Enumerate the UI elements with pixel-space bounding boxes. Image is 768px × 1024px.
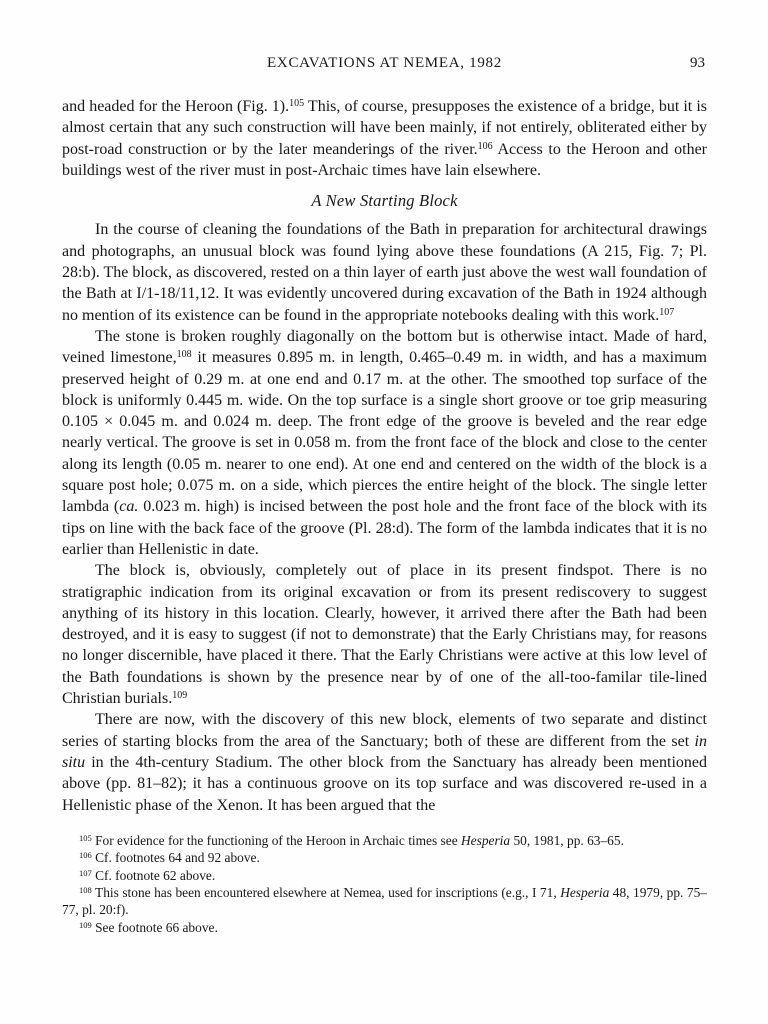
page-number: 93 (690, 55, 705, 71)
running-header (62, 55, 707, 72)
footnote: $^{105}$ For evidence for the functioning of the Heroon in Archaic times see Hesperia 50, 1981, pp. 63–65. (79, 832, 624, 848)
paragraph: and headed for the Heroon (Fig. 1).$^{105}$ This, of course, presupposes the existence of a bridge, but it is almost certain that any such construction will have been mainly, if not entirely, obliterated either by post-road construction or by the later meanderings of the river.$^{106}$ Access to the Heroon and other buildings west of the river must in post-Archaic times have lain elsewhere. (62, 98, 708, 179)
footnote: $^{108}$ This stone has been encountered elsewhere at Nemea, used for inscriptions (e.g., I 71, Hesperia 48, 1979, pp. 75–77, pl. 20:f). (62, 885, 707, 918)
footnotes-section (62, 832, 707, 936)
section-heading: A New Starting Block (311, 191, 458, 211)
paragraph: The block is, obviously, completely out of place in its present findspot. There is no stratigraphic indication from its original excavation or from its present rediscovery to suggest anything of its history in this location. Clearly, however, it arrived there after the Bath had been destroyed, and it is easy to suggest (if not to demonstrate) that the Early Christians may, for reasons no longer discernible, have placed it there. That the Early Christians were active at this low level of the Bath foundations is shown by the presence near by of one of the all-too-familar tile-lined Christian burials.$^{109}$ (62, 562, 707, 708)
paragraph: In the course of cleaning the foundations of the Bath in preparation for architectural drawings and photographs, an unusual block was found lying above these foundations (A 215, Fig. 7; Pl. 28:b). The block, as discovered, rested on a thin layer of earth just above the west wall foundation of the Bath at I/1-18/11,12. It was evidently uncovered during excavation of the Bath in 1924 although no mention of its existence can be found in the appropriate notebooks dealing with this work.$^{107}$ (62, 221, 707, 324)
paragraph: The stone is broken roughly diagonally on the bottom but is otherwise intact. Made of hard, veined limestone,$^{108}$ it measures 0.895 m. in length, 0.465–0.49 m. in width, and has a maximum preserved height of 0.29 m. at one end and 0.17 m. at the other. The smoothed top surface of the block is uniformly 0.445 m. wide. On the top surface is a single short groove or toe grip measuring 0.105 × 0.045 m. and 0.024 m. deep. The front edge of the groove is beveled and the rear edge nearly vertical. The groove is set in 0.058 m. from the front face of the block and close to the center along its length (0.05 m. nearer to one end). At one end and centered on the width of the block is a square post hole; 0.075 m. on a side, which pierces the entire height of the block. The single letter lambda (ca. 0.023 m. high) is incised between the post hole and the front face of the block with its tips on line with the back face of the groove (Pl. 28:d). The form of the lambda indicates that it is no earlier than Hellenistic in date. (62, 327, 708, 558)
footnote: $^{109}$ See footnote 66 above. (79, 919, 218, 935)
footnote: $^{106}$ Cf. footnotes 64 and 92 above. (79, 850, 260, 866)
paragraph: There are now, with the discovery of this new block, elements of two separate and distinct series of starting blocks from the area of the Sanctuary; both of these are different from the set in situ in the 4th-century Stadium. The other block from the Sanctuary has already been mentioned above (pp. 81–82); it has a continuous groove on its top surface and was discovered re-used in a Hellenistic phase of the Xenon. It has been argued that the (62, 711, 707, 814)
footnote: $^{107}$ Cf. footnote 62 above. (79, 867, 216, 883)
running-head-title: EXCAVATIONS AT NEMEA, 1982 (267, 55, 502, 71)
article-body (62, 96, 707, 936)
